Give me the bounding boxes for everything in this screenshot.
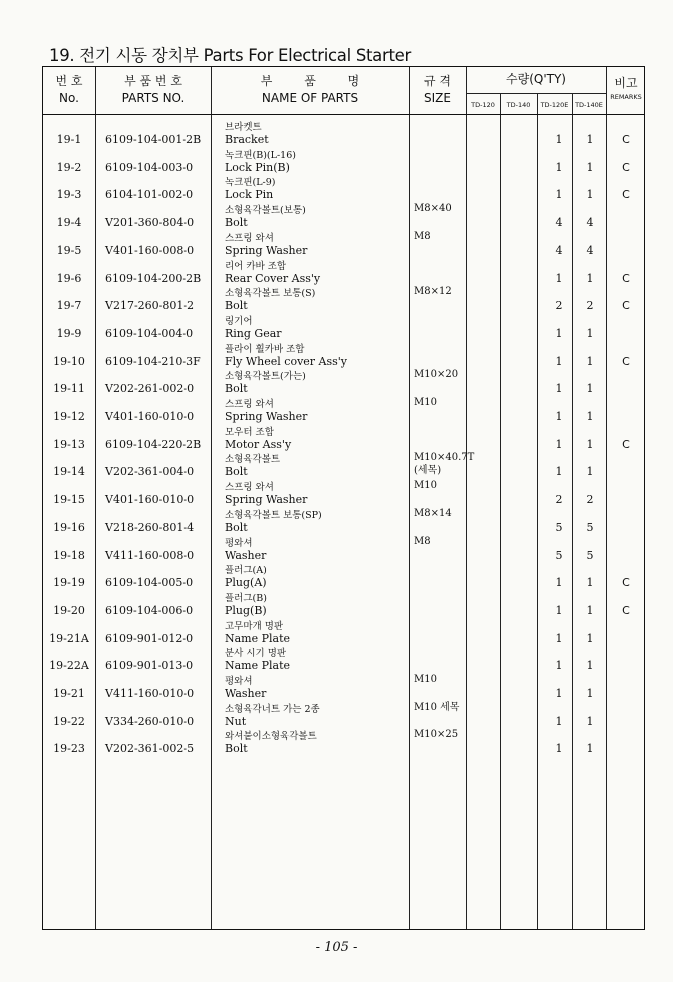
row-number: 19-22A	[49, 659, 89, 673]
row-size: M10	[414, 674, 437, 685]
row-qty-td140e: 1	[586, 603, 594, 617]
row-number: 19-23	[53, 742, 85, 756]
header-parts-no: 부 품 번 호 PARTS NO.	[121, 74, 185, 105]
row-qty-td140e: 1	[586, 714, 594, 728]
row-part-number: 6109-104-004-0	[105, 326, 194, 340]
row-number: 19-2	[56, 160, 82, 174]
page-title: 19. 전기 시동 장치부 Parts For Electrical Starter	[49, 46, 411, 65]
row-qty-td140e: 1	[586, 271, 594, 285]
row-part-number: V218-260-801-4	[105, 520, 195, 534]
row-name-english: Name Plate	[225, 659, 291, 673]
row-name-korean: 소형육각볼트(보통)	[225, 205, 306, 217]
row-name-english: Bolt	[225, 299, 248, 313]
header-size: 규 격 SIZE	[424, 74, 451, 105]
row-qty-td120e: 1	[555, 465, 563, 479]
row-part-number: 6109-901-012-0	[105, 631, 194, 645]
row-part-number: 6109-104-210-3F	[105, 354, 201, 368]
row-part-number: 6109-104-001-2B	[105, 133, 202, 146]
row-number: 19-21A	[49, 631, 89, 645]
header-qty-td140: TD-140	[506, 101, 531, 109]
col-divider	[409, 67, 410, 929]
row-remarks: C	[622, 188, 630, 202]
qty-subdivider	[466, 93, 606, 94]
row-name-english: Plug(A)	[225, 576, 267, 590]
row-name-english: Nut	[225, 714, 247, 728]
row-name-korean: 스프링 와셔	[225, 232, 274, 244]
row-part-number: V411-160-010-0	[105, 687, 195, 700]
row-name-korean: 소형육각볼트 보통(S)	[225, 288, 316, 300]
row-name-korean: 분사 시기 명판	[225, 648, 287, 660]
row-qty-td120e: 1	[555, 714, 563, 728]
row-number: 19-15	[53, 493, 85, 507]
row-size: M10×20	[414, 369, 459, 381]
header-remarks: 비고 REMARKS	[610, 76, 642, 101]
row-name-korean: 평와셔	[225, 537, 253, 549]
row-number: 19-9	[56, 326, 82, 340]
row-qty-td140e: 1	[586, 188, 594, 202]
row-qty-td120e: 1	[555, 133, 563, 146]
row-remarks: C	[622, 133, 630, 146]
row-qty-td120e: 1	[555, 326, 563, 340]
row-name-english: Washer	[225, 548, 267, 562]
header-no: 번 호 No.	[55, 74, 83, 105]
header-divider	[43, 114, 644, 115]
row-qty-td140e: 2	[586, 299, 594, 313]
row-name-korean: 소형육각너트 가는 2종	[225, 703, 320, 715]
row-size: M8	[414, 230, 431, 242]
row-qty-td120e: 5	[555, 520, 563, 534]
row-name-korean: 소형육각볼트	[225, 454, 281, 466]
row-name-korean: 스프링 와셔	[225, 399, 274, 410]
col-divider	[211, 67, 212, 929]
row-name-english: Bracket	[225, 133, 269, 146]
row-qty-td140e: 1	[586, 659, 594, 673]
row-name-english: Rear Cover Ass'y	[225, 271, 321, 285]
row-size: M10×25	[414, 729, 459, 741]
row-part-number: V202-261-002-0	[105, 382, 195, 396]
row-part-number: V401-160-008-0	[105, 243, 195, 257]
row-name-korean: 브라켓트	[225, 122, 262, 133]
row-qty-td120e: 2	[555, 493, 563, 507]
row-qty-td120e: 4	[555, 216, 563, 230]
row-number: 19-6	[56, 271, 82, 285]
row-size: M10×40.7T (세목)	[414, 452, 475, 477]
row-qty-td140e: 1	[586, 160, 594, 174]
row-size: M8	[414, 535, 431, 547]
row-number: 19-16	[53, 520, 85, 534]
row-number: 19-12	[53, 410, 85, 423]
row-remarks: C	[622, 603, 630, 617]
row-qty-td120e: 1	[555, 271, 563, 285]
row-name-korean: 플러그(A)	[225, 565, 267, 577]
row-qty-td120e: 1	[555, 603, 563, 617]
row-qty-td120e: 1	[555, 631, 563, 645]
row-qty-td140e: 5	[586, 520, 594, 534]
row-name-english: Motor Ass'y	[225, 437, 292, 451]
row-name-korean: 녹크핀(L-9)	[225, 177, 276, 189]
header-qty-td120e: TD-120E	[540, 101, 569, 109]
row-part-number: V201-360-804-0	[105, 216, 195, 230]
row-name-english: Bolt	[225, 382, 248, 396]
row-qty-td140e: 1	[586, 382, 594, 396]
row-qty-td140e: 2	[586, 493, 594, 507]
row-qty-td120e: 1	[555, 160, 563, 174]
row-name-english: Spring Washer	[225, 410, 308, 423]
row-name-korean: 플라이 휠카바 조합	[225, 343, 305, 355]
row-name-korean: 소형육각볼트(가는)	[225, 371, 306, 383]
row-part-number: V217-260-801-2	[105, 299, 195, 313]
header-name: 부 품 명 NAME OF PARTS	[260, 74, 360, 105]
row-name-korean: 와셔붙이소형육각볼트	[225, 731, 317, 743]
row-qty-td120e: 1	[555, 437, 563, 451]
row-name-english: Lock Pin	[225, 188, 274, 202]
row-qty-td120e: 1	[555, 659, 563, 673]
row-number: 19-4	[56, 216, 82, 230]
row-qty-td140e: 4	[586, 216, 594, 230]
row-name-korean: 링기어	[225, 315, 253, 327]
row-part-number: 6109-104-200-2B	[105, 271, 202, 285]
header-qty-td120: TD-120	[471, 101, 495, 109]
row-qty-td120e: 1	[555, 742, 563, 756]
row-qty-td140e: 1	[586, 465, 594, 479]
row-name-korean: 스프링 와셔	[225, 482, 274, 494]
page-number: - 105 -	[315, 940, 358, 955]
row-number: 19-18	[53, 548, 85, 562]
row-part-number: 6109-104-220-2B	[105, 437, 202, 451]
row-part-number: 6109-104-003-0	[105, 160, 194, 174]
row-number: 19-20	[53, 603, 85, 617]
row-name-english: Fly Wheel cover Ass'y	[225, 354, 348, 368]
row-qty-td140e: 1	[586, 576, 594, 590]
row-name-korean: 녹크핀(B)(L-16)	[225, 149, 296, 161]
row-size: M8×12	[414, 286, 452, 298]
row-qty-td140e: 1	[586, 631, 594, 645]
row-size: M10	[414, 397, 437, 408]
row-name-english: Washer	[225, 687, 267, 700]
row-name-english: Name Plate	[225, 631, 291, 645]
row-part-number: 6109-104-005-0	[105, 576, 194, 590]
row-number: 19-19	[53, 576, 85, 590]
row-qty-td140e: 1	[586, 354, 594, 368]
col-divider	[466, 67, 467, 929]
header-qty: 수량(Q'TY)	[506, 72, 566, 86]
row-number: 19-1	[56, 133, 82, 146]
row-name-korean: 고무마개 명판	[225, 620, 284, 632]
row-part-number: 6104-101-002-0	[105, 188, 194, 202]
row-qty-td120e: 1	[555, 188, 563, 202]
row-qty-td120e: 2	[555, 299, 563, 313]
row-name-english: Lock Pin(B)	[225, 160, 290, 174]
row-number: 19-3	[56, 188, 82, 202]
row-number: 19-11	[53, 382, 85, 396]
row-remarks: C	[622, 576, 630, 590]
row-name-english: Bolt	[225, 742, 248, 756]
row-name-english: Bolt	[225, 216, 248, 230]
row-part-number: V401-160-010-0	[105, 493, 195, 507]
row-part-number: V411-160-008-0	[105, 548, 195, 562]
row-name-korean: 소형육각볼트 보통(SP)	[225, 509, 322, 521]
row-number: 19-5	[56, 243, 82, 257]
col-divider	[95, 67, 96, 929]
row-qty-td140e: 1	[586, 742, 594, 756]
row-part-number: 6109-104-006-0	[105, 603, 194, 617]
row-qty-td140e: 1	[586, 687, 594, 700]
row-remarks: C	[622, 354, 630, 368]
row-part-number: V202-361-002-5	[105, 742, 195, 756]
row-name-korean: 리어 카바 조합	[225, 260, 287, 272]
row-qty-td120e: 1	[555, 410, 563, 423]
col-divider	[500, 93, 501, 929]
row-qty-td120e: 1	[555, 382, 563, 396]
row-qty-td120e: 1	[555, 354, 563, 368]
row-qty-td120e: 1	[555, 687, 563, 700]
header-qty-td140e: TD-140E	[575, 101, 603, 109]
row-name-english: Bolt	[225, 465, 248, 479]
row-qty-td120e: 1	[555, 576, 563, 590]
row-name-english: Ring Gear	[225, 326, 282, 340]
row-number: 19-10	[53, 354, 85, 368]
row-name-english: Spring Washer	[225, 493, 308, 507]
row-qty-td120e: 5	[555, 548, 563, 562]
row-qty-td140e: 4	[586, 243, 594, 257]
row-number: 19-14	[53, 465, 85, 479]
row-name-english: Spring Washer	[225, 243, 308, 257]
row-qty-td120e: 4	[555, 243, 563, 257]
row-size: M10 세목	[414, 701, 460, 713]
row-name-english: Plug(B)	[225, 603, 267, 617]
row-remarks: C	[622, 299, 630, 313]
row-remarks: C	[622, 160, 630, 174]
row-qty-td140e: 1	[586, 326, 594, 340]
row-qty-td140e: 1	[586, 410, 594, 423]
row-name-korean: 플러그(B)	[225, 592, 267, 604]
row-size: M8×40	[414, 203, 452, 215]
row-part-number: V401-160-010-0	[105, 410, 195, 423]
row-part-number: V202-361-004-0	[105, 465, 195, 479]
row-number: 19-21	[53, 687, 85, 700]
row-part-number: 6109-901-013-0	[105, 659, 194, 673]
row-name-english: Bolt	[225, 520, 248, 534]
row-number: 19-7	[56, 299, 82, 313]
row-part-number: V334-260-010-0	[105, 714, 195, 728]
row-qty-td140e: 1	[586, 133, 594, 146]
row-size: M10	[414, 480, 437, 492]
parts-table	[42, 66, 645, 930]
row-qty-td140e: 5	[586, 548, 594, 562]
row-name-korean: 모우터 조합	[225, 426, 274, 438]
row-name-korean: 평와셔	[225, 676, 253, 687]
row-remarks: C	[622, 271, 630, 285]
row-number: 19-13	[53, 437, 85, 451]
row-number: 19-22	[53, 714, 85, 728]
row-remarks: C	[622, 437, 630, 451]
row-qty-td140e: 1	[586, 437, 594, 451]
row-size: M8×14	[414, 507, 452, 519]
